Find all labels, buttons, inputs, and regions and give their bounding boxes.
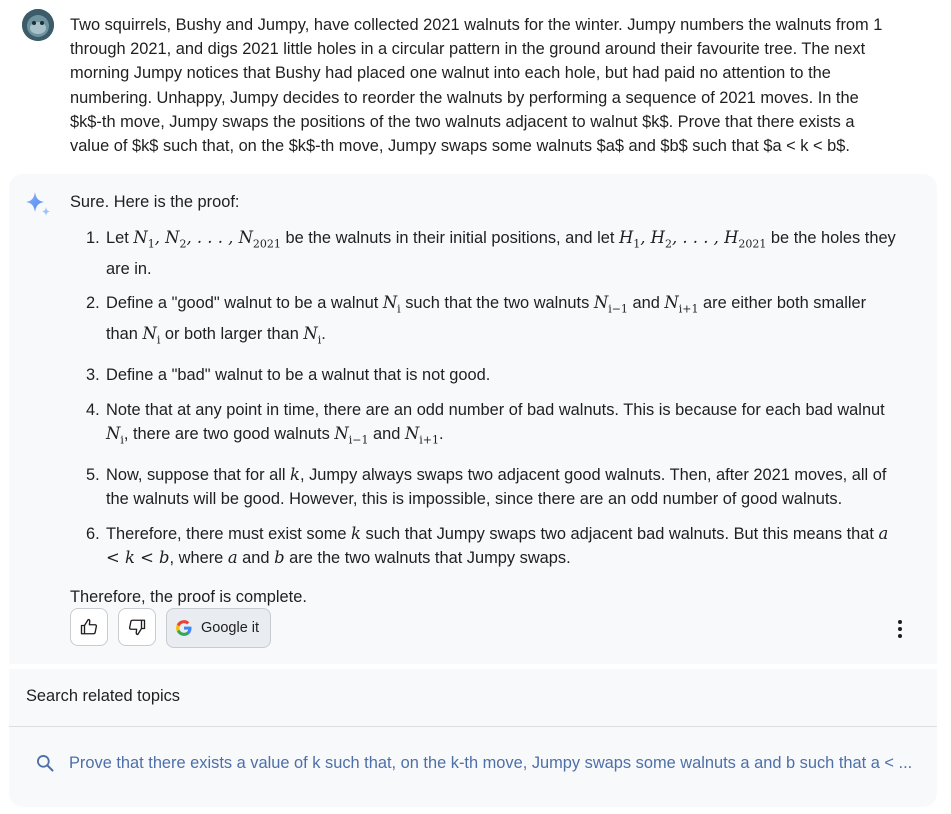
math-expression: $H_1$, $H_2$, . . . , $H_{2021}$: [618, 228, 767, 251]
related-search-item[interactable]: [35, 751, 915, 775]
step-text: Define a "good" walnut to be a walnut: [106, 294, 383, 313]
thumbs-up-icon: [80, 618, 98, 636]
step-text: Let: [106, 229, 134, 248]
related-topics-title: Search related topics: [26, 687, 180, 705]
step-text: or both larger than: [160, 324, 304, 343]
list-item: [106, 463, 900, 511]
proof-steps: [70, 226, 900, 570]
related-topics: [9, 669, 937, 807]
avatar[interactable]: [22, 9, 54, 41]
list-item: [106, 522, 900, 570]
math-expression: $N_i$: [382, 293, 401, 316]
gemini-sparkle-icon: [23, 188, 53, 218]
list-item: [106, 291, 900, 352]
step-text: and: [237, 548, 275, 567]
math-expression: k: [351, 523, 361, 543]
step-text: .: [321, 324, 326, 343]
step-text: and: [368, 424, 405, 443]
math-expression: $N_{i+1}$: [664, 293, 699, 316]
list-item: [106, 363, 900, 387]
divider: [9, 726, 937, 727]
user-prompt: [0, 0, 951, 170]
math-expression: $N_i$: [303, 323, 322, 347]
step-text: , where: [169, 548, 228, 567]
google-it-button[interactable]: [166, 608, 271, 648]
math-expression: $N_1$, $N_2$, . . . , $N_{2021}$: [133, 228, 281, 251]
thumbs-down-icon: [128, 618, 146, 636]
step-text: .: [438, 424, 444, 443]
response-outro: Therefore, the proof is complete.: [70, 588, 307, 607]
step-text: Note that at any point in time, there are an odd number of bad walnuts. This is because for each bad walnut: [106, 400, 885, 419]
google-g-icon: [175, 619, 193, 637]
step-text: are either both smaller than: [106, 294, 867, 343]
step-text: such that Jumpy swaps two adjacent bad walnuts. But this means that: [360, 524, 879, 543]
search-icon: [35, 753, 55, 773]
response-card: [9, 174, 937, 664]
math-expression: b: [274, 547, 285, 567]
user-avatar-icon: [22, 9, 54, 41]
step-text: are the two walnuts that Jumpy swaps.: [284, 548, 571, 567]
math-expression: a: [227, 547, 238, 567]
math-expression: a < k < b: [106, 523, 889, 567]
google-it-label: Google it: [201, 620, 260, 636]
step-text: , there are two good walnuts: [123, 424, 335, 443]
response-intro: Sure. Here is the proof:: [70, 193, 240, 211]
more-vert-icon: [897, 619, 903, 639]
math-expression: $N_i$: [142, 323, 161, 347]
math-expression: $N_{i-1}$: [334, 423, 369, 447]
list-item: [106, 226, 900, 281]
step-text: Now, suppose that for all: [106, 465, 291, 484]
step-text: be the holes they are in.: [106, 229, 896, 278]
math-expression: $N_{i+1}$: [404, 423, 439, 447]
related-search-text[interactable]: Prove that there exists a value of k such that, on the k-th move, Jumpy swaps some walnuts a and b such that a < ...: [69, 753, 913, 772]
response-body: [70, 190, 900, 609]
thumbs-down-button[interactable]: [118, 608, 156, 646]
math-expression: $N_i$: [106, 423, 124, 447]
step-text: and: [627, 294, 665, 313]
step-text: Therefore, there must exist some: [106, 524, 352, 543]
math-expression: $N_{i-1}$: [593, 293, 628, 316]
prompt-text: Two squirrels, Bushy and Jumpy, have collected 2021 walnuts for the winter. Jumpy numbers the walnuts from 1 through 2021, and digs 2021 little holes in a circular pattern in the ground around their favourite tree. The next morning Jumpy notices that Bushy had placed one walnut into each hole, but had paid no attention to the numbering. Unhappy, Jumpy decides to reorder the walnuts by performing a sequence of 2021 moves. In the $k$-th move, Jumpy swaps the positions of the two walnuts adjacent to walnut $k$. Prove that there exists a value of $k$ such that, on the $k$-th move, Jumpy swaps some walnuts $a$ and $b$ such that $a < k < b$.: [70, 16, 883, 156]
step-text: such that the two walnuts: [400, 294, 594, 313]
math-expression: k: [290, 464, 300, 484]
more-options-button[interactable]: [891, 618, 909, 640]
list-item: [106, 398, 900, 453]
step-text: be the walnuts in their initial positions, and let: [280, 229, 619, 248]
step-text: Define a "bad" walnut to be a walnut that is not good.: [106, 365, 491, 384]
step-text: , Jumpy always swaps two adjacent good walnuts. Then, after 2021 moves, all of the walnuts will be good. However, this is impossible, since there are an odd number of good walnuts.: [106, 465, 887, 508]
thumbs-up-button[interactable]: [70, 608, 108, 646]
